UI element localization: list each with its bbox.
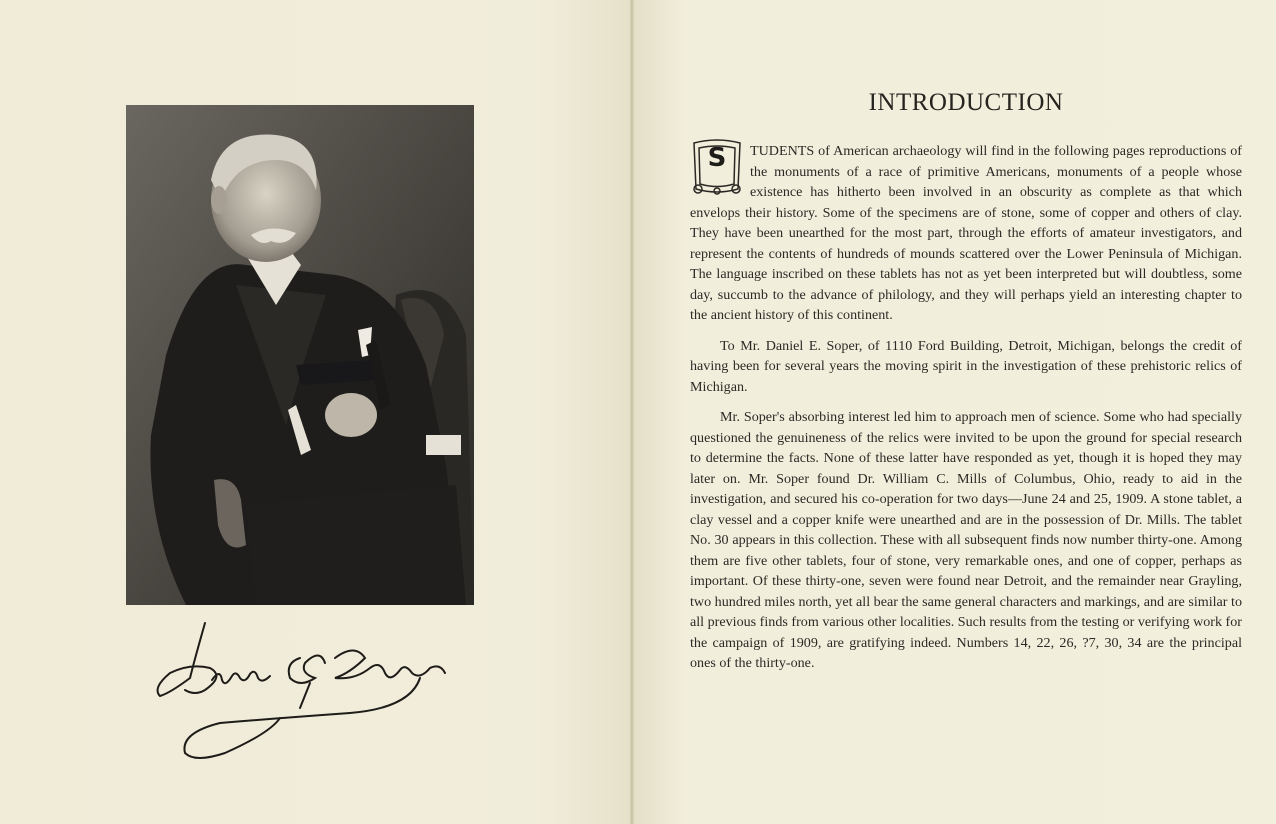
- drop-cap: S: [690, 139, 744, 195]
- paragraph-1: [690, 141, 1242, 326]
- introduction-text: [690, 141, 1242, 684]
- paragraph-2: To Mr. Daniel E. Soper, of 1110 Ford Building, Detroit, Michigan, belongs the credit of having been for several years the moving spirit in the investigation of these prehistoric relics of Michigan.: [690, 337, 1242, 395]
- left-page: [0, 0, 632, 824]
- portrait-photograph: [126, 105, 474, 605]
- signature: [150, 618, 450, 768]
- paragraph-3: Mr. Soper's absorbing interest led him to approach men of science. Some who had specially questioned the genuineness of the relics were invited to be upon the ground for special research to determine the facts. None of these latter have responded as yet, though it is hoped they may later on. Mr. Soper found Dr. William C. Mills of Columbus, Ohio, ready to aid in the investigation, and secured his co-operation for two days—June 24 and 25, 1909. A stone tablet, a clay vessel and a copper knife were unearthed and are in the possession of Dr. Mills. The tablet No. 30 appears in this collection. These with all subsequent finds now number thirty-one. Among them are five other tablets, four of stone, very remarkable ones, and one of copper, perhaps as important. Of these thirty-one, seven were found near Detroit, and the remainder near Grayling, two hundred miles north, yet all bear the same general characters and markings, and are similar to all previous finds from various other localities. Such results from the testing or verifying work for the campaign of 1909, are gratifying indeed. Numbers 14, 22, 26, ?7, 30, 34 are the principal ones of the thirty-one.: [690, 409, 1242, 671]
- paragraph-1-text: TUDENTS of American archaeology will find in the following pages reproductions of the monuments of a race of primitive Americans, monuments of a people whose existence has hitherto been involved in an obscurity as complete as that which envelops their history. Some of the specimens are of stone, some of copper and others of clay. They have been unearthed for the most part, through the efforts of amateur investigators, and represent the contents of hundreds of mounds scattered over the Lower Peninsula of Michigan. The language inscribed on these tablets has not as yet been interpreted but will doubtless, some day, succumb to the advance of philology, and they will perhaps yield an interesting chapter to the ancient history of this continent.: [690, 143, 1242, 323]
- page-title: INTRODUCTION: [868, 89, 1064, 116]
